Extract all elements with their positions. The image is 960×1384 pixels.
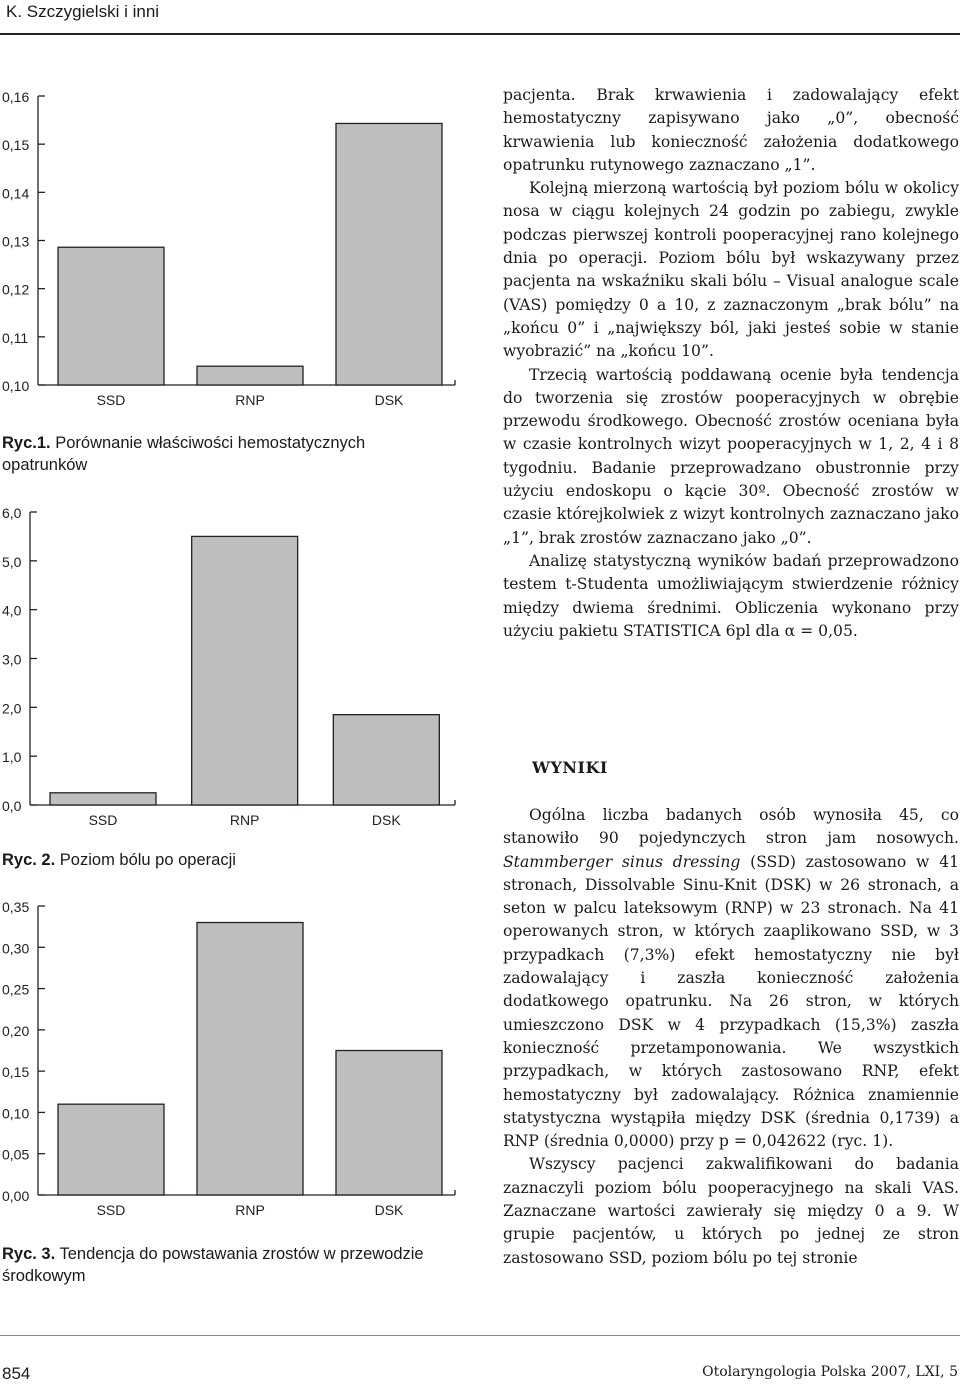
- y-tick-label: 0,12: [2, 281, 30, 298]
- chart-1-caption: [2, 432, 442, 476]
- y-tick-label: 0,10: [2, 1105, 30, 1122]
- chart-2-svg: [0, 495, 470, 835]
- y-tick-label: 0,0: [2, 798, 22, 814]
- chart-1: [0, 80, 470, 420]
- bar-dsk: [336, 1051, 442, 1196]
- bar-rnp: [197, 923, 303, 1195]
- paragraph-2: Kolejną mierzoną wartością był poziom bólu w okolicy nosa w ciągu kolejnych 24 godzin po zabiegu, zwykle podczas pierwszej kontroli pooperacyjnej rano kolejnego dnia po operacji. Poziom bólu był wskazywany przez pacjenta na wskaźniku skali bólu – Visual analogue scale (VAS) pomiędzy 0 a 10, z zaznaczonym „brak bólu” na „końcu 0” i „największy ból, jaki jesteś sobie w stanie wyobrazić” na „końcu 10”.: [503, 179, 959, 361]
- y-tick-label: 6,0: [2, 505, 22, 521]
- x-tick-label: RNP: [235, 1202, 265, 1218]
- bar-ssd: [58, 247, 164, 385]
- y-tick-label: 5,0: [2, 553, 22, 570]
- body-text-results: [503, 804, 959, 1270]
- results-paragraph-1: [503, 804, 959, 1153]
- y-tick-label: 0,15: [2, 137, 30, 154]
- results-p1-start: Ogólna liczba badanych osób wynosiła 45, co stanowiło 90 pojedynczych stron jam nosowych.: [503, 806, 959, 848]
- x-tick-label: SSD: [96, 1202, 126, 1218]
- x-tick-label: SSD: [88, 812, 118, 828]
- bar-ssd: [58, 1104, 164, 1195]
- chart-2-caption-label: Ryc. 2.: [2, 851, 56, 869]
- y-tick-label: 3,0: [2, 651, 22, 668]
- body-text-methods: [503, 84, 959, 643]
- footer-rule: [0, 1335, 960, 1336]
- y-tick-label: 1,0: [2, 749, 22, 766]
- y-tick-label: 0,11: [2, 329, 29, 346]
- y-tick-label: 0,20: [2, 1022, 30, 1039]
- results-p1-italic: Stammberger sinus dressing: [503, 852, 741, 871]
- chart-3-caption-label: Ryc. 3.: [2, 1245, 56, 1263]
- paragraph-4: Analizę statystyczną wyników badań przeprowadzono testem t-Studenta umożliwiającym stwierdzenie różnicy między dwiema średnimi. Obliczenia wykonano przy użyciu pakietu STATISTICA 6pl dla α = 0,05.: [503, 551, 959, 640]
- chart-1-svg: [0, 80, 470, 420]
- bar-dsk: [333, 715, 439, 805]
- paragraph-3: Trzecią wartością poddawaną ocenie była tendencja do tworzenia się zrostów pooperacyjnych w obrębie przewodu środkowego. Obecność zrostów oceniana była w czasie kontrolnych wizyt pooperacyjnych w 1, 2, 4 i 8 tygodniu. Badanie przeprowadzano obustronnie przy użyciu endoskopu o kącie 30º. Obecność zrostów w czasie którejkolwiek z wizyt kontrolnych zaznaczano jako „1”, brak zrostów zaznaczano jako „0”.: [503, 365, 959, 547]
- x-tick-label: DSK: [371, 812, 401, 828]
- x-tick-label: DSK: [374, 1202, 404, 1218]
- results-paragraph-2: Wszyscy pacjenci zakwalifikowani do badania zaznaczyli poziom bólu pooperacyjnego na skali VAS. Zaznaczane wartości zawierały się między 0 a 9. W grupie pacjentów, u których po jednej ze stron zastosowano SSD, poziom bólu po tej stronie: [503, 1155, 959, 1267]
- bar-dsk: [336, 123, 442, 385]
- chart-3-svg: [0, 888, 470, 1228]
- bar-rnp: [192, 536, 298, 805]
- x-tick-label: RNP: [229, 812, 260, 828]
- chart-3: [0, 888, 470, 1228]
- y-tick-label: 2,0: [2, 700, 22, 717]
- chart-1-caption-label: Ryc.1.: [2, 434, 51, 452]
- header-rule: [0, 33, 960, 35]
- y-tick-label: 0,16: [2, 89, 30, 105]
- results-heading: WYNIKI: [532, 758, 608, 777]
- y-tick-label: 0,13: [2, 233, 30, 250]
- y-tick-label: 4,0: [2, 602, 22, 619]
- y-tick-label: 0,10: [2, 378, 30, 394]
- chart-3-caption: [2, 1243, 432, 1287]
- y-tick-label: 0,14: [2, 185, 30, 202]
- x-tick-label: SSD: [96, 392, 126, 408]
- bar-rnp: [197, 366, 303, 385]
- page-number: 854: [2, 1364, 31, 1383]
- paragraph-1: pacjenta. Brak krwawienia i zadowalający efekt hemostatyczny zapisywano jako „0”, obecność krwawienia lub konieczność założenia dodatkowego opatrunku rutynowego zaznaczano „1”.: [503, 86, 959, 174]
- chart-3-caption-text: Tendencja do powstawania zrostów w przewodzie środkowym: [2, 1245, 424, 1285]
- x-tick-label: RNP: [235, 392, 265, 408]
- y-tick-label: 0,30: [2, 940, 30, 957]
- running-header: [0, 0, 960, 32]
- chart-2-caption-text: Poziom bólu po operacji: [59, 851, 236, 869]
- chart-2: [0, 495, 470, 835]
- results-p1-end: (SSD) zastosowano w 41 stronach, Dissolvable Sinu-Knit (DSK) w 26 stronach, a seton w palcu lateksowym (RNP) w 23 stronach. Na 41 operowanych stron, w których zaaplikowano SSD, w 3 przypadkach (7,3%) efekt hemostatyczny nie był zadowalający i zaszła konieczność założenia dodatkowego opatrunku. Na 26 stron, w których umieszczono DSK w 4 przypadkach (15,3%) zaszła konieczność przetamponowania. We wszystkich przypadkach, w których zastosowano RNP, efekt hemostatyczny był zadowalający. Różnica znamiennie statystyczna wystąpiła między DSK (średnia 0,1739) a RNP (średnia 0,0000) przy p = 0,042622 (ryc. 1).: [503, 852, 959, 1151]
- y-tick-label: 0,35: [2, 899, 30, 915]
- running-head: K. Szczygielski i inni: [6, 2, 160, 21]
- journal-citation: Otolaryngologia Polska 2007, LXI, 5: [702, 1364, 958, 1380]
- bar-ssd: [50, 793, 156, 805]
- chart-2-caption: [2, 849, 442, 871]
- y-tick-label: 0,00: [2, 1188, 30, 1204]
- y-tick-label: 0,05: [2, 1146, 30, 1163]
- y-tick-label: 0,15: [2, 1064, 30, 1081]
- y-tick-label: 0,25: [2, 981, 30, 998]
- chart-1-caption-text: Porównanie właściwości hemostatycznych opatrunków: [2, 434, 366, 474]
- x-tick-label: DSK: [374, 392, 404, 408]
